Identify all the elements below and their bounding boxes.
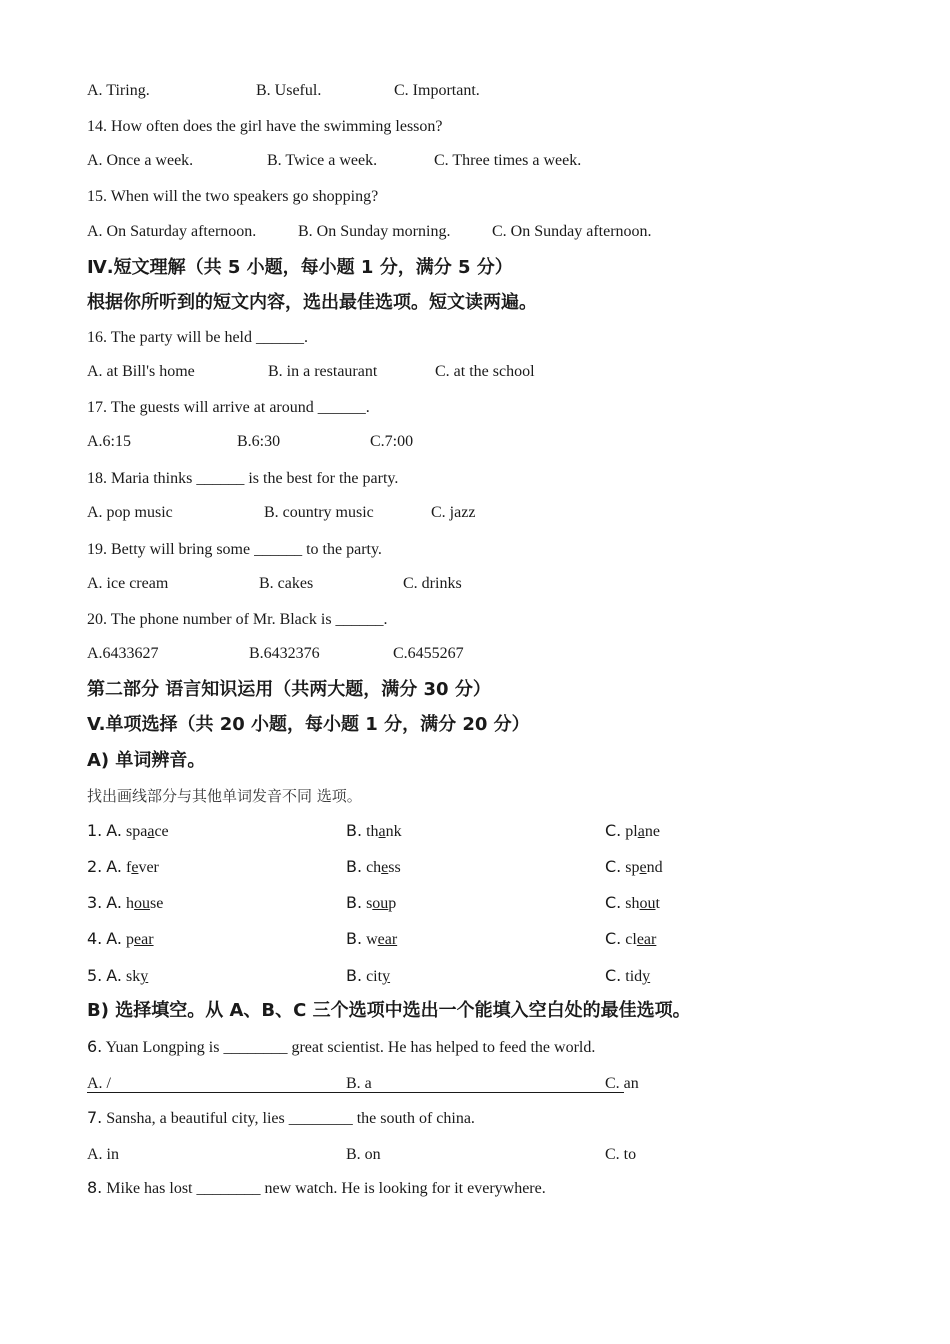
phonetic-underline: ear	[636, 931, 657, 948]
phonetic-word-pre: h	[126, 895, 135, 912]
phonetic-row-2-c	[605, 857, 663, 878]
section5-instruction: 找出画线部分与其他单词发音不同 选项。	[87, 787, 362, 805]
phonetic-word-pre: pl	[625, 823, 638, 840]
phonetic-letter-b: B.	[346, 821, 363, 840]
phonetic-word-pre: th	[366, 823, 379, 840]
phonetic-num: 4.	[87, 929, 103, 948]
section5-sub-a: A) 单词辨音。	[87, 750, 206, 771]
phonetic-word-pre: p	[126, 931, 135, 948]
q13-option-c: C. Important.	[394, 82, 480, 99]
phonetic-word-post: t	[655, 895, 660, 912]
q20-option-a: A.6433627	[87, 645, 159, 662]
q18-option-b: B. country music	[264, 504, 374, 521]
phonetic-letter-b: B.	[346, 893, 363, 912]
phonetic-word-pre: sh	[625, 895, 640, 912]
section4-title: Ⅳ.短文理解（共 5 小题，每小题 1 分，满分 5 分）	[87, 257, 513, 278]
phonetic-row-5-b	[346, 966, 390, 987]
phonetic-letter-a: A.	[106, 821, 123, 840]
q20-option-c: C.6455267	[393, 645, 464, 662]
q15-option-c: C. On Sunday afternoon.	[492, 223, 652, 240]
phonetic-letter-b: B.	[346, 929, 363, 948]
q19-text: 19. Betty will bring some ______ to the party.	[87, 541, 382, 558]
q18-text: 18. Maria thinks ______ is the best for the party.	[87, 470, 399, 487]
q16-option-b: B. in a restaurant	[268, 363, 378, 380]
phonetic-underline: e	[131, 859, 139, 876]
section5-sub-b: B) 选择填空。从 A、B、C 三个选项中选出一个能填入空白处的最佳选项。	[87, 1000, 691, 1021]
phonetic-letter-c: C.	[605, 821, 622, 840]
phonetic-row-1-c	[605, 821, 660, 842]
phonetic-letter-c: C.	[605, 857, 622, 876]
phonetic-underline: e	[639, 859, 647, 876]
section5-title: V.单项选择（共 20 小题，每小题 1 分，满分 20 分）	[87, 714, 530, 735]
q17-option-b: B.6:30	[237, 433, 281, 450]
q13-option-a: A. Tiring.	[87, 82, 150, 99]
phonetic-underline: a	[147, 823, 155, 840]
phonetic-word-post: ss	[388, 859, 401, 876]
phonetic-letter-a: A.	[106, 893, 123, 912]
phonetic-letter-a: A.	[106, 966, 123, 985]
mc8-question	[87, 1178, 546, 1199]
q19-option-c: C. drinks	[403, 575, 462, 592]
mc6-question	[87, 1037, 595, 1058]
phonetic-underline: a	[378, 823, 386, 840]
phonetic-word-pre: f	[126, 859, 132, 876]
phonetic-word-pre: spa	[126, 823, 148, 840]
phonetic-num: 2.	[87, 857, 103, 876]
q15-text: 15. When will the two speakers go shopping?	[87, 188, 379, 205]
q14-option-a: A. Once a week.	[87, 152, 194, 169]
phonetic-letter-c: C.	[605, 966, 622, 985]
phonetic-row-4-b	[346, 929, 397, 950]
section4-instruction: 根据你所听到的短文内容，选出最佳选项。短文读两遍。	[87, 292, 537, 313]
phonetic-letter-b: B.	[346, 857, 363, 876]
mc7-option-c: C. to	[605, 1146, 637, 1163]
q17-text: 17. The guests will arrive at around ______.	[87, 399, 370, 416]
phonetic-letter-a: A.	[106, 929, 123, 948]
phonetic-underline: ear	[134, 931, 154, 948]
q16-option-c: C. at the school	[435, 363, 535, 380]
q15-option-b: B. On Sunday morning.	[298, 223, 451, 240]
phonetic-num: 3.	[87, 893, 103, 912]
mc6-option-c: C. an	[605, 1075, 639, 1092]
phonetic-letter-b: B.	[346, 966, 363, 985]
q19-option-b: B. cakes	[259, 575, 314, 592]
phonetic-word-pre: w	[366, 931, 378, 948]
phonetic-underline: e	[381, 859, 389, 876]
mc6-option-b: B. a	[346, 1075, 372, 1092]
q16-text: 16. The party will be held ______.	[87, 329, 308, 346]
q18-option-a: A. pop music	[87, 504, 173, 521]
mc6-num: 6.	[87, 1037, 103, 1056]
phonetic-word-post: p	[388, 895, 397, 912]
phonetic-word-post: ce	[154, 823, 169, 840]
phonetic-letter-a: A.	[106, 857, 123, 876]
phonetic-num: 5.	[87, 966, 103, 985]
phonetic-row-5	[87, 966, 148, 987]
mc7-option-a: A. in	[87, 1146, 119, 1163]
phonetic-word-post: nd	[646, 859, 663, 876]
phonetic-row-2-b	[346, 857, 401, 878]
phonetic-underline: y	[140, 968, 149, 985]
mc7-text: Sansha, a beautiful city, lies ________ the south of china.	[106, 1110, 475, 1127]
phonetic-word-pre: cl	[625, 931, 637, 948]
q16-option-a: A. at Bill's home	[87, 363, 195, 380]
q19-option-a: A. ice cream	[87, 575, 169, 592]
mc6-text: Yuan Longping is ________ great scientist. He has helped to feed the world.	[105, 1039, 596, 1056]
phonetic-row-4	[87, 929, 154, 950]
phonetic-underline: ou	[372, 895, 389, 912]
phonetic-word-pre: ch	[366, 859, 382, 876]
mc8-text: Mike has lost ________ new watch. He is looking for it everywhere.	[106, 1180, 546, 1197]
q14-text: 14. How often does the girl have the swimming lesson?	[87, 118, 443, 135]
phonetic-row-5-c	[605, 966, 650, 987]
q14-option-b: B. Twice a week.	[267, 152, 378, 169]
phonetic-underline: y	[382, 968, 391, 985]
phonetic-row-2	[87, 857, 159, 878]
phonetic-num: 1.	[87, 821, 103, 840]
q13-option-b: B. Useful.	[256, 82, 322, 99]
q17-option-a: A.6:15	[87, 433, 131, 450]
mc7-option-b: B. on	[346, 1146, 381, 1163]
phonetic-word-pre: tid	[625, 968, 643, 985]
phonetic-underline: y	[642, 968, 651, 985]
phonetic-word-pre: s	[366, 895, 373, 912]
mc6-option-a: A. /	[87, 1075, 111, 1092]
phonetic-word-post: nk	[385, 823, 402, 840]
mc7-num: 7.	[87, 1108, 103, 1127]
q14-option-c: C. Three times a week.	[434, 152, 582, 169]
phonetic-row-3-b	[346, 893, 396, 914]
q18-option-c: C. jazz	[431, 504, 476, 521]
phonetic-word-pre: sp	[625, 859, 640, 876]
phonetic-row-1-b	[346, 821, 402, 842]
mc8-num: 8.	[87, 1178, 103, 1197]
q20-option-b: B.6432376	[249, 645, 320, 662]
phonetic-row-3-c	[605, 893, 660, 914]
phonetic-word-post: ver	[138, 859, 159, 876]
phonetic-word-post: se	[150, 895, 164, 912]
phonetic-row-4-c	[605, 929, 656, 950]
phonetic-letter-c: C.	[605, 893, 622, 912]
phonetic-underline: ou	[134, 895, 151, 912]
phonetic-word-pre: cit	[366, 968, 383, 985]
part2-title: 第二部分 语言知识运用（共两大题，满分 30 分）	[87, 679, 491, 700]
q15-option-a: A. On Saturday afternoon.	[87, 223, 257, 240]
q17-option-c: C.7:00	[370, 433, 414, 450]
phonetic-row-1	[87, 821, 169, 842]
phonetic-word-pre: sk	[126, 968, 141, 985]
phonetic-row-3	[87, 893, 163, 914]
phonetic-underline: a	[637, 823, 645, 840]
phonetic-letter-c: C.	[605, 929, 622, 948]
phonetic-underline: ou	[639, 895, 656, 912]
phonetic-word-post: ne	[644, 823, 660, 840]
phonetic-underline: ear	[377, 931, 398, 948]
q20-text: 20. The phone number of Mr. Black is ______.	[87, 611, 388, 628]
mc7-question	[87, 1108, 475, 1129]
